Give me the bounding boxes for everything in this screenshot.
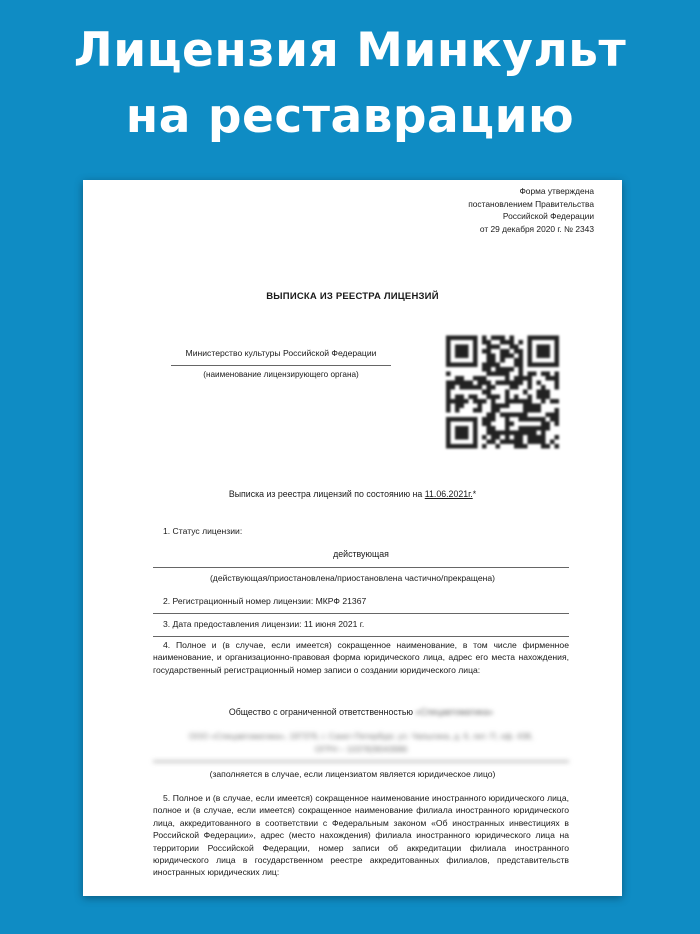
organization-name bbox=[153, 706, 569, 719]
item-5-foreign-entity-description: 5. Полное и (в случае, если имеется) сокращенное наименование иностранного юридического лица, полное и (в случае, если имеется) сокращенное наименование филиала иностранного юридического лица, аккредитованного в соответствии с Федеральным законом «Об иностранных инвестициях в Российской Федерации», адрес (место нахождения) филиала иностранного юридического лица на территории Российской Федерации, номер записи об аккредитации филиала иностранного юридического лица в государственном реестре аккредитованных филиалов, представительств иностранных юридических лиц: bbox=[153, 793, 569, 878]
approval-line-4: от 29 декабря 2020 г. № 2343 bbox=[479, 223, 594, 234]
extract-footnote-mark: * bbox=[472, 489, 477, 499]
organization-caption: (заполняется в случае, если лицензиатом является юридическое лицо) bbox=[209, 769, 496, 779]
organization-details-line-2: ОГРН – 1037828043986 bbox=[314, 743, 408, 754]
extract-prefix: Выписка из реестра лицензий по состоянию на bbox=[228, 489, 423, 499]
license-status-caption: (действующая/приостановлена/приостановлена частично/прекращена) bbox=[209, 573, 496, 583]
item-4-legal-entity-description: 4. Полное и (в случае, если имеется) сокращенное наименование, в том числе фирменное наименование, и организационно-правовая форма юридического лица, адрес его места нахождения, государственный регистрационный номер записи о создании юридического лица: bbox=[153, 640, 569, 675]
approval-line-3: Российской Федерации bbox=[502, 211, 594, 221]
approval-line-1: Форма утверждена bbox=[519, 186, 594, 196]
document-title: ВЫПИСКА ИЗ РЕЕСТРА ЛИЦЕНЗИЙ bbox=[266, 291, 439, 302]
organization-name-prefix: Общество с ограниченной ответственностью bbox=[228, 707, 414, 717]
organization-name-blurred: «Спецавтоматика» bbox=[415, 707, 494, 717]
item-1-status-label: 1. Статус лицензии: bbox=[163, 526, 243, 536]
license-extract-document bbox=[83, 180, 622, 896]
licensing-authority: Министерство культуры Российской Федерации bbox=[171, 347, 391, 366]
banner-title-line-2: на реставрацию bbox=[125, 89, 575, 144]
approval-note bbox=[468, 185, 594, 235]
item-2-registration-number: 2. Регистрационный номер лицензии: МКРФ 21367 bbox=[153, 592, 569, 614]
item-3-issue-date: 3. Дата предоставления лицензии: 11 июня 2021 г. bbox=[153, 615, 569, 637]
qr-code-icon bbox=[446, 331, 559, 453]
banner-title bbox=[0, 18, 700, 150]
extract-date: 11.06.2021г. bbox=[424, 489, 473, 499]
organization-details-line-1: ООО «Спецавтоматика», 197376, г. Санкт-Петербург, ул. Чапыгина, д. 6, лит. П, оф. 438, bbox=[188, 731, 534, 741]
licensing-authority-caption: (наименование лицензирующего органа) bbox=[203, 370, 359, 379]
qr-code-graphic bbox=[446, 331, 559, 453]
license-status-value: действующая bbox=[153, 548, 569, 568]
organization-details-blurred bbox=[153, 730, 569, 762]
approval-line-2: постановлением Правительства bbox=[468, 198, 594, 209]
banner-title-line-1: Лицензия Минкульт bbox=[73, 23, 627, 78]
extract-date-line bbox=[83, 488, 622, 501]
